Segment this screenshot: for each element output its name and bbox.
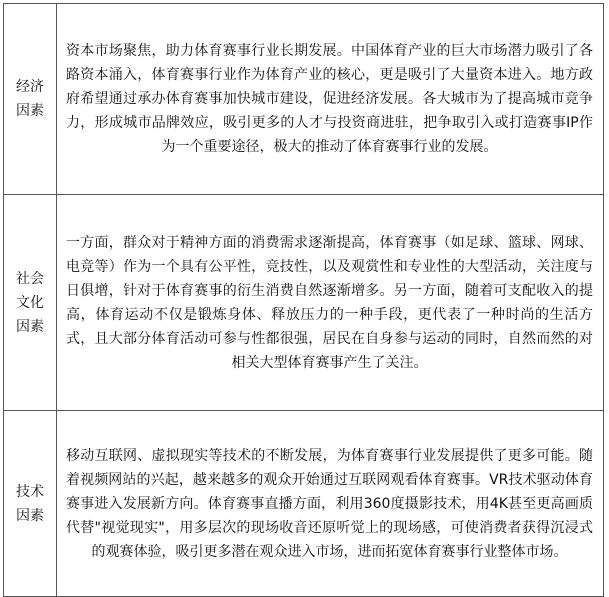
row-label-cell xyxy=(4,195,57,411)
factors-table xyxy=(3,3,604,597)
row-label-social-culture: 社会文化因素 xyxy=(16,270,44,335)
table-row-economic xyxy=(4,4,604,195)
row-text-social-culture: 一方面，群众对于精神方面的消费需求逐渐提高，体育赛事（如足球、篮球、网球、电竞等）作为一个具有公平性，竞技性，以及观赏性和专业性的大型活动，关注度与日俱增，针对于体育赛事的衍生消费自然逐渐增多。另一方面，随着可支配收入的提高，体育运动不仅是锻炼身体、释放压力的一种手段，更代表了一种时尚的生活方式，且大部分体育活动可参与性都很强，居民在自身参与运动的同时，自然而然的对相关大型体育赛事产生了关注。 xyxy=(57,195,604,411)
table-row-technology xyxy=(4,411,604,597)
row-label-cell xyxy=(4,4,57,195)
row-text-technology: 移动互联网、虚拟现实等技术的不断发展，为体育赛事行业发展提供了更多可能。随着视频网站的兴起，越来越多的观众开始通过互联网观看体育赛事。VR技术驱动体育赛事进入发展新方向。体育赛事直播方面，利用360度摄影技术，用4K甚至更高画质代替"视觉现实"，用多层次的现场收音还原听觉上的现场感，可使消费者获得沉浸式的观赛体验，吸引更多潜在观众进入市场，进而拓宽体育赛事行业整体市场。 xyxy=(57,411,604,597)
table-row-social-culture xyxy=(4,195,604,411)
row-label-cell xyxy=(4,411,57,597)
row-label-economic: 经济因素 xyxy=(16,79,44,119)
row-text-economic: 资本市场聚焦，助力体育赛事行业长期发展。中国体育产业的巨大市场潜力吸引了各路资本涌入，体育赛事行业作为体育产业的核心，更是吸引了大量资本进入。地方政府希望通过承办体育赛事加快城市建设，促进经济发展。各大城市为了提高城市竞争力，形成城市品牌效应，吸引更多的人才与投资商进驻，把争取引入或打造赛事IP作为一个重要途径，极大的推动了体育赛事行业的发展。 xyxy=(57,4,604,195)
row-label-technology: 技术因素 xyxy=(16,483,44,524)
